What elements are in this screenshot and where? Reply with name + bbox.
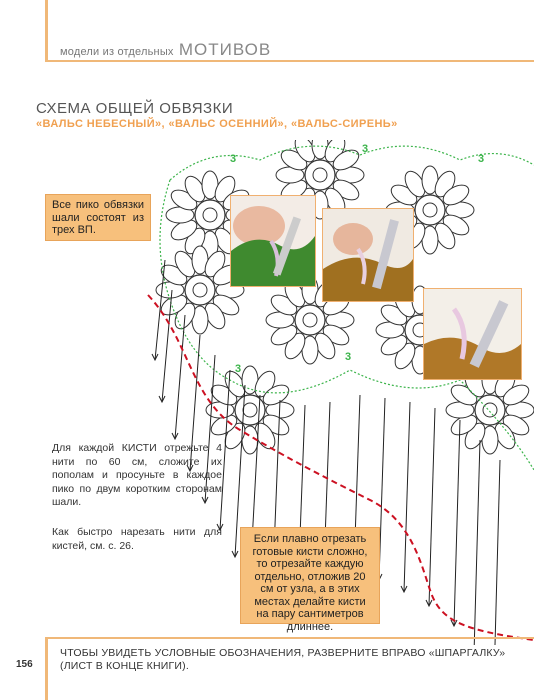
cutting-reference: Как быстро нарезать нити для кистей, см. с. 26. <box>52 526 222 552</box>
footer-divider <box>45 637 534 639</box>
flower-motif <box>206 366 294 454</box>
photo-step-2 <box>322 208 414 302</box>
flower-center-inner <box>423 203 437 217</box>
flower-center-inner <box>193 283 207 297</box>
picot-note: Все пико обвязки шали состоят из трех ВП. <box>45 194 151 241</box>
fringe-line <box>494 460 500 645</box>
flower-center-inner <box>303 313 317 327</box>
header-small: модели из отдельных <box>60 46 174 58</box>
page-subtitle: «ВАЛЬС НЕБЕСНЫЙ», «ВАЛЬС ОСЕННИЙ», «ВАЛЬС-СИРЕНЬ» <box>36 118 398 130</box>
fringe-line <box>429 408 435 606</box>
row-label: 3 <box>345 351 352 363</box>
row-label: 3 <box>478 153 485 165</box>
footer-note: ЧТОБЫ УВИДЕТЬ УСЛОВНЫЕ ОБОЗНАЧЕНИЯ, РАЗВЕРНИТЕ ВПРАВО «ШПАРГАЛКУ» (ЛИСТ В КОНЦЕ КНИГИ). <box>60 647 506 672</box>
row-label: 3 <box>230 153 237 165</box>
flower-center-inner <box>243 403 257 417</box>
page-number: 156 <box>16 659 33 670</box>
photo-step-3 <box>423 288 522 380</box>
section-header <box>60 40 271 60</box>
flower-center-inner <box>313 168 327 182</box>
row-label: 3 <box>235 363 242 375</box>
header-divider <box>45 60 534 62</box>
row-label: 3 <box>362 143 369 155</box>
header-accent-bar <box>45 0 48 62</box>
fringe-line <box>474 440 480 645</box>
cutting-note: Если плавно отрезать готовые кисти сложно, то отрезайте каждую отдельно, отложив 20 см от узла, а в этих местах делайте кисти на пару сантиметров длиннее. <box>240 527 380 624</box>
flower-center-inner <box>483 403 497 417</box>
photo-step-1 <box>230 195 316 287</box>
fringe-instructions: Для каждой КИСТИ отрежьте 4 нити по 60 см, сложите их пополам и просуньте в каждое пико по двум коротким сторонам шали. <box>52 442 222 508</box>
fringe-line <box>175 315 185 439</box>
page-title: СХЕМА ОБЩЕЙ ОБВЯЗКИ <box>36 100 234 117</box>
fringe-line <box>404 402 410 592</box>
fringe-line <box>454 420 460 626</box>
footer-accent-bar <box>45 637 48 700</box>
header-big: МОТИВОВ <box>178 40 272 59</box>
flower-center-inner <box>203 208 217 222</box>
